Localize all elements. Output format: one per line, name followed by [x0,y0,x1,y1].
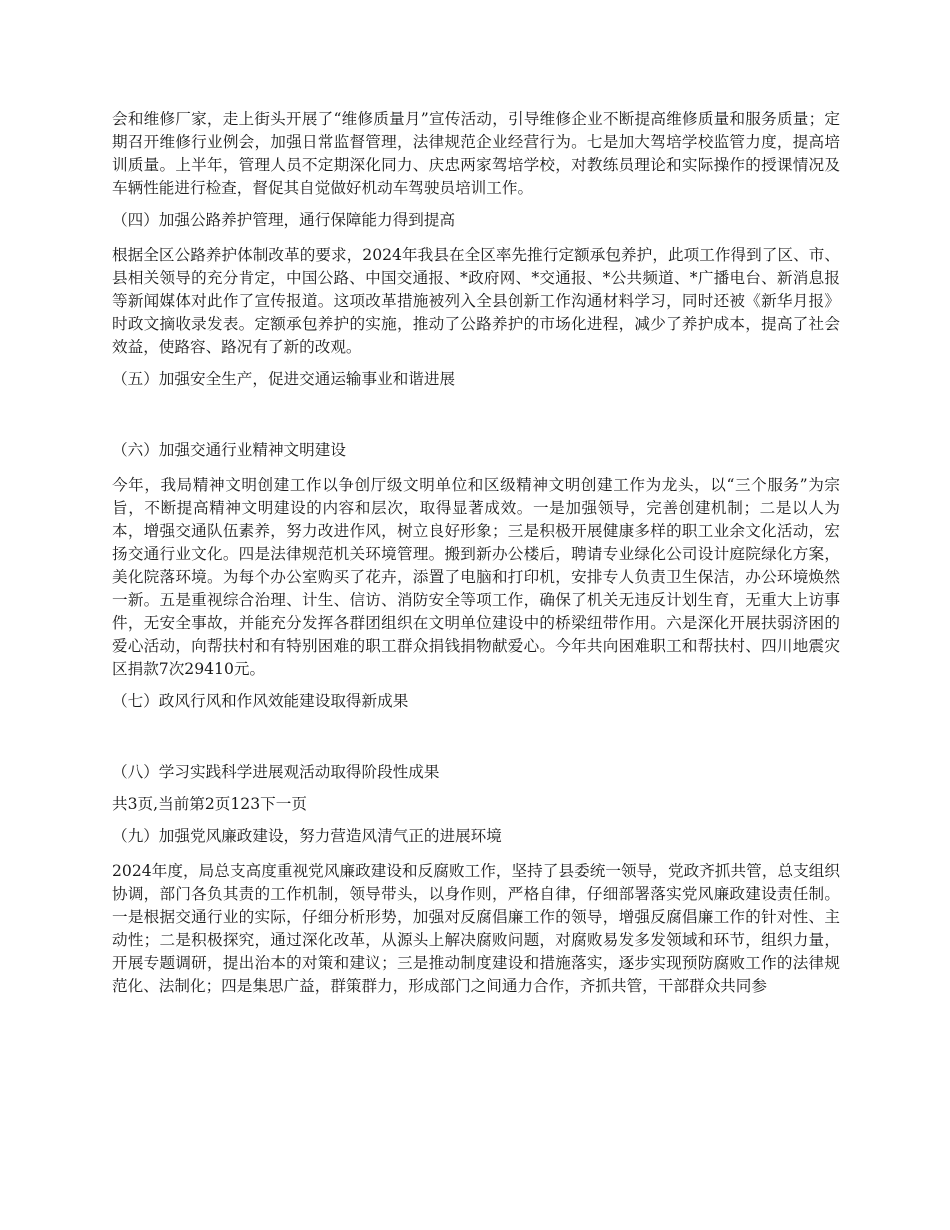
spacer [112,848,840,860]
spacer [112,713,840,761]
heading-section-8: （八）学习实践科学进展观活动取得阶段性成果 [112,763,440,781]
spacer [112,232,840,244]
paragraph-vehicle-repair: 会和维修厂家，走上街头开展了“维修质量月”宣传活动，引导维修企业不断提高维修质量和服务质量；定期召开维修行业例会，加强日常监督管理，法律规范企业经营行为。七是加大驾培学校监管力度，提高培训质量。上半年，管理人员不定期深化同力、庆忠两家驾培学校，对教练员理论和实际操作的授课情况及车辆性能进行检查，督促其自觉做好机动车驾驶员培训工作。 [112,110,840,197]
heading-section-5: （五）加强安全生产，促进交通运输事业和谐进展 [112,370,456,388]
spacer [112,391,840,439]
spacer [112,359,840,368]
spacer [112,784,840,793]
heading-section-9: （九）加强党风廉政建设，努力营造风清气正的进展环境 [112,827,502,845]
heading-section-7: （七）政风行风和作风效能建设取得新成果 [112,692,409,710]
pagination-text: 共3页,当前第2页123下一页 [112,795,307,813]
document-page [112,108,840,998]
spacer [112,816,840,825]
spacer [112,681,840,690]
paragraph-clean-governance: 2024年度，局总支高度重视党风廉政建设和反腐败工作，坚持了县委统一领导，党政齐抓共管，总支组织协调，部门各负其责的工作机制，领导带头，以身作则，严格自律，仔细部署落实党风廉政建设责任制。一是根据交通行业的实际，仔细分析形势，加强对反腐倡廉工作的领导，增强反腐倡廉工作的针对性、主动性；二是积极探究，通过深化改革，从源头上解决腐败问题，对腐败易发多发领域和环节，组织力量，开展专题调研，提出治本的对策和建议；三是推动制度建设和措施落实，逐步实现预防腐败工作的法律规范化、法制化；四是集思广益，群策群力，形成部门之间通力合作，齐抓共管，干部群众共同参 [112,862,840,995]
paragraph-civilization-building: 今年，我局精神文明创建工作以争创厅级文明单位和区级精神文明创建工作为龙头，以“三个服务”为宗旨，不断提高精神文明建设的内容和层次，取得显著成效。一是加强领导，完善创建机制；二是以人为本，增强交通队伍素养，努力改进作风，树立良好形象；三是积极开展健康多样的职工业余文化活动，宏扬交通行业文化。四是法律规范机关环境管理。搬到新办公楼后，聘请专业绿化公司设计庭院绿化方案，美化院落环境。为每个办公室购买了花卉，添置了电脑和打印机，安排专人负责卫生保洁，办公环境焕然一新。五是重视综合治理、计生、信访、消防安全等项工作，确保了机关无违反计划生育，无重大上访事件，无安全事故，并能充分发挥各群团组织在文明单位建设中的桥梁纽带作用。六是深化开展扶弱济困的爱心活动，向帮扶村和有特别困难的职工群众捐钱捐物献爱心。今年共向困难职工和帮扶村、四川地震灾区捐款7次29410元。 [112,476,840,678]
spacer [112,462,840,474]
heading-section-6: （六）加强交通行业精神文明建设 [112,441,346,459]
paragraph-road-maintenance: 根据全区公路养护体制改革的要求，2024年我县在全区率先推行定额承包养护，此项工作得到了区、市、县相关领导的充分肯定，中国公路、中国交通报、*政府网、*交通报、*公共频道、*广播电台、新消息报等新闻媒体对此作了宣传报道。这项改革措施被列入全县创新工作沟通材料学习，同时还被《新华月报》时政文摘收录发表。定额承包养护的实施，推动了公路养护的市场化进程，减少了养护成本，提高了社会效益，使路容、路况有了新的改观。 [112,246,840,356]
heading-section-4: （四）加强公路养护管理，通行保障能力得到提高 [112,211,456,229]
spacer [112,200,840,209]
